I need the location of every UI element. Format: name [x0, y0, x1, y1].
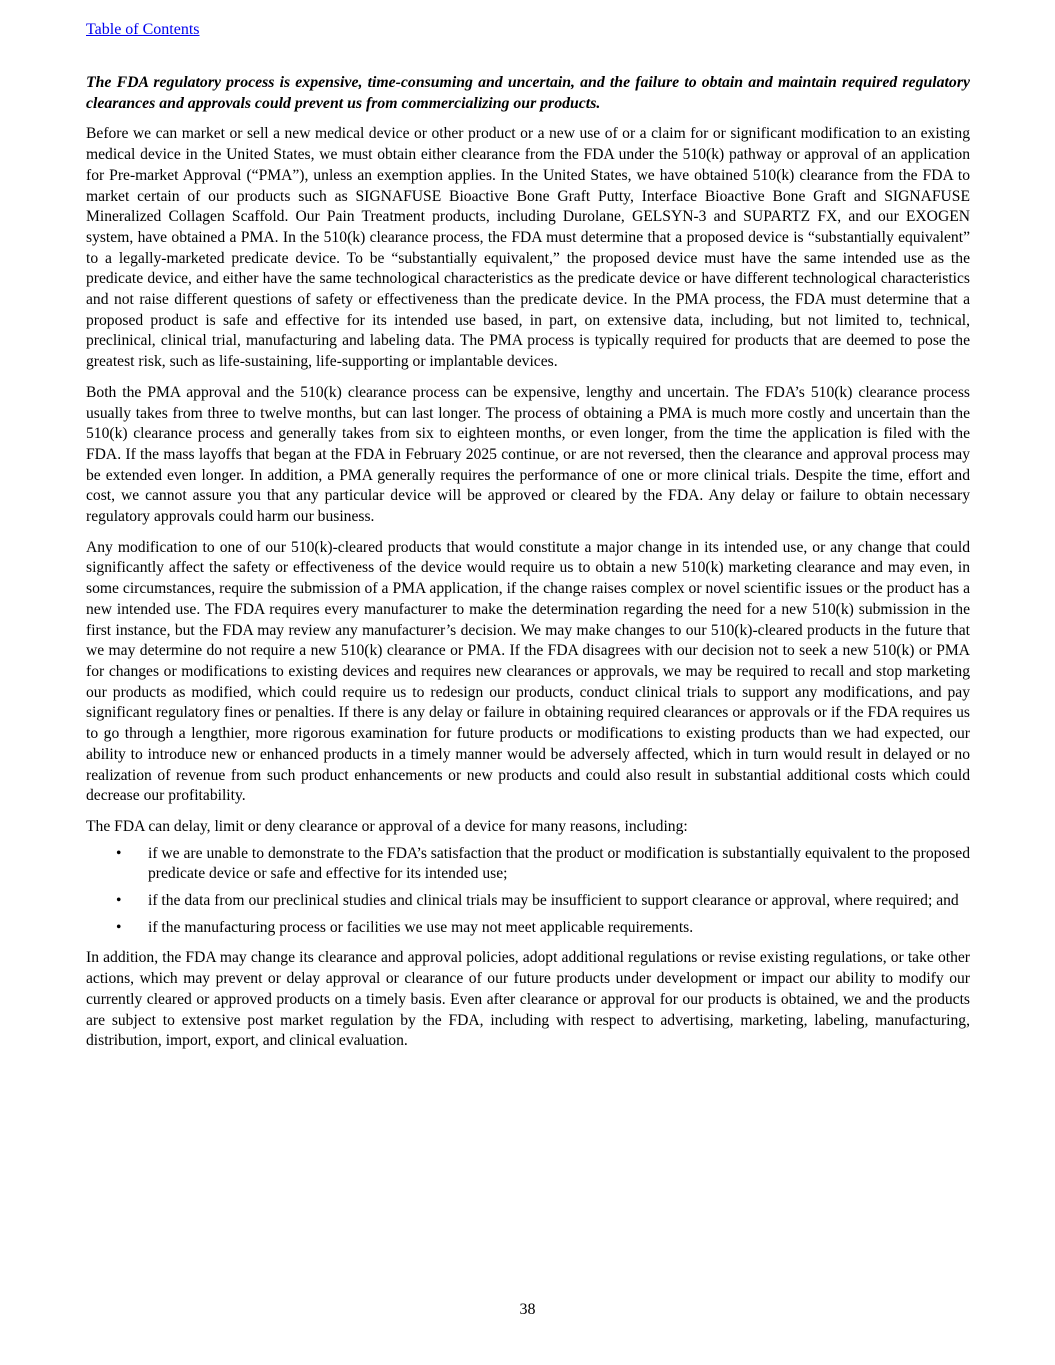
paragraph-delay-reasons-intro: The FDA can delay, limit or deny clearance or approval of a device for many reasons, including: [86, 817, 688, 835]
delay-reasons-list [86, 844, 970, 939]
page-number: 38 [519, 1301, 536, 1318]
list-item-text: if the manufacturing process or facilities we use may not meet applicable requirements. [148, 918, 694, 936]
section-heading: The FDA regulatory process is expensive, time-consuming and uncertain, and the failure to obtain and maintain required regulatory clearances and approvals could prevent us from commercializing our products. [86, 74, 970, 112]
table-of-contents-link[interactable]: Table of Contents [86, 21, 200, 38]
bullet-icon: • [116, 918, 122, 936]
list-item-text: if the data from our preclinical studies and clinical trials may be insufficient to support clearance or approval, where required; and [148, 892, 959, 910]
paragraph-device-modifications: Any modification to one of our 510(k)-cleared products that would constitute a major change in its intended use, or any change that could significantly affect the safety or effectiveness of the device would require us to obtain a new 510(k) marketing clearance and may even, in some circumstances, require the submission of a PMA application, if the change raises complex or novel scientific issues or the product has a new intended use. The FDA requires every manufacturer to make the determination regarding the need for a new 510(k) submission in the first instance, but the FDA may review any manufacturer’s decision. We may make changes to our 510(k)-cleared products in the future that we may determine do not require a new 510(k) clearance or PMA. If the FDA disagrees with our decision not to seek a new 510(k) or PMA for changes or modifications to existing devices and requires new clearances or approvals, we may be required to recall and stop marketing our products as modified, which could require us to redesign our products, conduct clinical trials to support any modifications, and pay significant regulatory fines or penalties. If there is any delay or failure in obtaining required clearances or approvals or if the FDA requires us to go through a lengthier, more rigorous examination for future products or modifications to existing products than we had expected, our ability to introduce new or enhanced products in a timely manner would be adversely affected, which in turn would result in delayed or no realization of revenue from such product enhancements or new products and could also result in substantial additional costs which could decrease our profitability. [86, 538, 970, 805]
list-item [86, 844, 970, 885]
bullet-icon: • [116, 844, 122, 862]
document-body [86, 73, 970, 1062]
list-item [86, 918, 970, 939]
list-item-text: if we are unable to demonstrate to the FDA’s satisfaction that the product or modification is substantially equivalent to the proposed predicate device or safe and effective for its intended use; [148, 844, 970, 883]
list-item [86, 891, 970, 912]
paragraph-policy-changes: In addition, the FDA may change its clearance and approval policies, adopt additional regulations or revise existing regulations, or take other actions, which may prevent or delay approval or clearance of our future products under development or impact our ability to modify our currently cleared or approved products on a timely basis. Even after clearance or approval for our products is obtained, we and the products are subject to extensive post market regulation by the FDA, including with respect to advertising, marketing, labeling, manufacturing, distribution, import, export, and clinical evaluation. [86, 949, 970, 1050]
bullet-icon: • [116, 892, 122, 910]
paragraph-regulatory-pathways: Before we can market or sell a new medical device or other product or a new use of or a claim for or significant modification to an existing medical device in the United States, we must obtain either clearance from the FDA under the 510(k) pathway or approval of an application for Pre-market Approval (“PMA”), unless an exemption applies. In the United States, we have obtained 510(k) clearance from the FDA to market certain of our products such as SIGNAFUSE Bioactive Bone Graft Putty, Interface Bioactive Bone Graft and SIGNAFUSE Mineralized Collagen Scaffold. Our Pain Treatment products, including Durolane, GELSYN-3 and SUPARTZ FX, and our EXOGEN system, have obtained a PMA. In the 510(k) clearance process, the FDA must determine that a proposed device is “substantially equivalent” to a legally-marketed predicate device. To be “substantially equivalent,” the proposed device must have the same intended use as the predicate device, and either have the same technological characteristics as the predicate device or have different technological characteristics and not raise different questions of safety or effectiveness than the predicate device. In the PMA process, the FDA must determine that a proposed product is safe and effective for its intended use based, in part, on extensive data, including, but not limited to, technical, preclinical, clinical trial, manufacturing and labeling data. The PMA process is typically required for products that are deemed to pose the greatest risk, such as life-sustaining, life-supporting or implantable devices. [86, 125, 970, 371]
paragraph-approval-timeline: Both the PMA approval and the 510(k) clearance process can be expensive, lengthy and uncertain. The FDA’s 510(k) clearance process usually takes from three to twelve months, but can last longer. The process of obtaining a PMA is much more costly and uncertain than the 510(k) clearance process and generally takes from six to eighteen months, or even longer, from the time the application is filed with the FDA. If the mass layoffs that began at the FDA in February 2025 continue, or are not reversed, then the clearance and approval process may be extended even longer. In addition, a PMA generally requires the performance of one or more clinical trials. Despite the time, effort and cost, we cannot assure you that any particular device will be approved or cleared by the FDA. Any delay or failure to obtain necessary regulatory approvals could harm our business. [86, 383, 970, 526]
